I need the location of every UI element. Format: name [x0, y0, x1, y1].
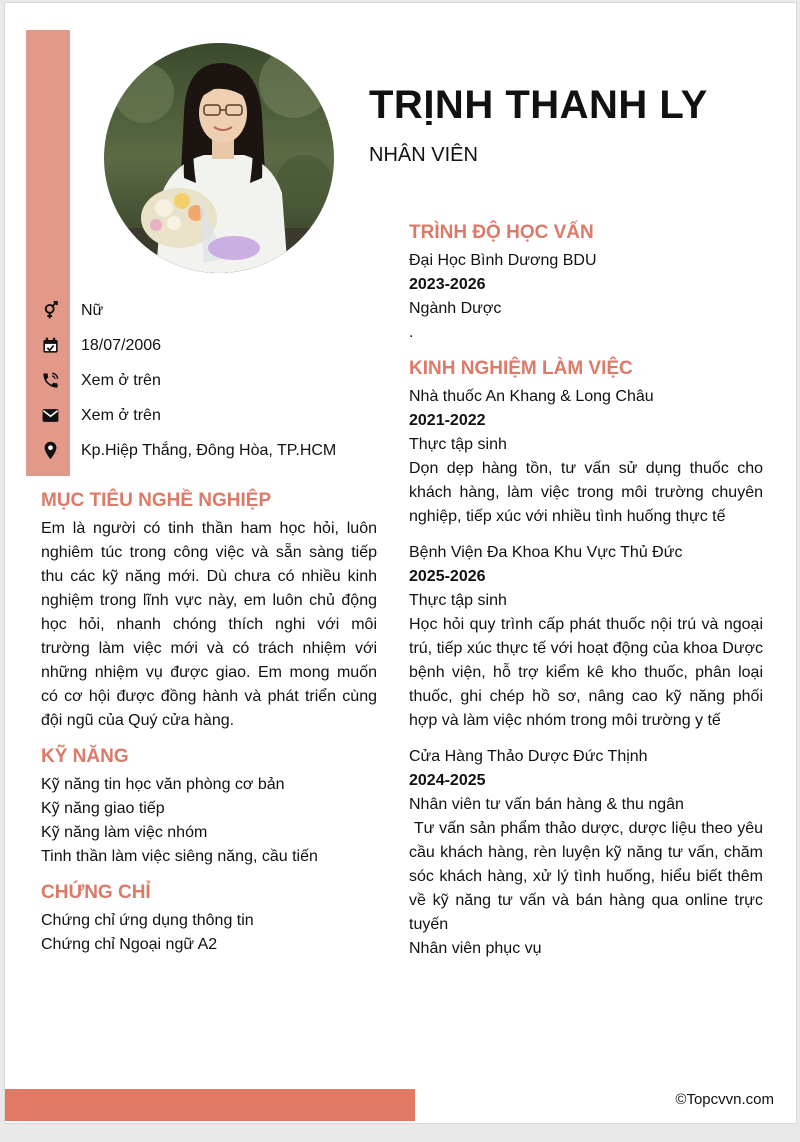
calendar-icon [39, 336, 81, 356]
experience-item [409, 385, 763, 529]
job-company: Cửa Hàng Thảo Dược Đức Thịnh [409, 748, 648, 765]
certificate-item: Chứng chỉ ứng dụng thông tin [41, 912, 254, 929]
education-section [409, 221, 763, 345]
contact-email-value: Xem ở trên [81, 406, 161, 424]
certificates-title: CHỨNG CHỈ [41, 882, 151, 903]
job-extra-role: Nhân viên phục vụ [409, 940, 542, 957]
job-description: Tư vấn sản phẩm thảo dược, dược liệu theo yêu cầu khách hàng, rèn luyện kỹ năng tư vấn, chăm sóc khách hàng, xử lý tình huống, hiểu biết thêm về kỹ năng tư vấn và bán hàng qua online trực tuyến [409, 820, 768, 933]
skill-item: Kỹ năng giao tiếp [41, 800, 165, 817]
contact-phone-value: Xem ở trên [81, 371, 161, 389]
right-column [409, 221, 768, 973]
job-years: 2024-2025 [409, 772, 486, 789]
education-school: Đại Học Bình Dương BDU [409, 252, 597, 269]
certificate-item: Chứng chỉ Ngoại ngữ A2 [41, 936, 218, 953]
phone-icon [39, 371, 81, 391]
job-role: Thực tập sinh [409, 592, 507, 609]
left-column [41, 489, 377, 969]
experience-item [409, 541, 763, 733]
job-years: 2021-2022 [409, 412, 486, 429]
job-description: Dọn dẹp hàng tồn, tư vấn sử dụng thuốc cho khách hàng, làm việc trong môi trường chuyên nghiệp, tiếp xúc với nhiều tình huống thực tế [409, 460, 763, 525]
skill-item: Tinh thần làm việc siêng năng, cầu tiến [41, 848, 318, 865]
avatar [104, 43, 334, 273]
contact-birthday-value: 18/07/2006 [81, 336, 162, 354]
objective-title: MỤC TIÊU NGHỀ NGHIỆP [41, 490, 272, 511]
job-company: Bệnh Viện Đa Khoa Khu Vực Thủ Đức [409, 544, 683, 561]
contact-address-value: Kp.Hiệp Thắng, Đông Hòa, TP.HCM [81, 441, 337, 459]
experience-item [409, 745, 768, 961]
contact-birthday [39, 328, 379, 363]
candidate-job-title: NHÂN VIÊN [369, 144, 478, 166]
education-title: TRÌNH ĐỘ HỌC VẤN [409, 222, 594, 243]
bottom-accent-bar [5, 1089, 415, 1121]
contact-gender [39, 293, 379, 328]
skills-section [41, 745, 377, 869]
contact-phone [39, 363, 379, 398]
resume-page [4, 2, 797, 1124]
contact-gender-value: Nữ [81, 301, 104, 319]
objective-section [41, 489, 377, 733]
experience-title: KINH NGHIỆM LÀM VIỆC [409, 358, 633, 379]
certificates-section [41, 881, 377, 957]
job-years: 2025-2026 [409, 568, 486, 585]
skill-item: Kỹ năng tin học văn phòng cơ bản [41, 776, 285, 793]
skill-item: Kỹ năng làm việc nhóm [41, 824, 208, 841]
experience-section [409, 357, 768, 961]
avatar-photo [104, 43, 334, 273]
education-years: 2023-2026 [409, 276, 486, 293]
education-major: Ngành Dược [409, 300, 502, 317]
job-company: Nhà thuốc An Khang & Long Châu [409, 388, 654, 405]
job-role: Thực tập sinh [409, 436, 507, 453]
footer-watermark: ©Topcvvn.com [675, 1091, 774, 1108]
candidate-name: TRỊNH THANH LY [369, 83, 708, 127]
job-description: Học hỏi quy trình cấp phát thuốc nội trú và ngoại trú, tiếp xúc thực tế với hoạt động của khoa Dược bệnh viện, hỗ trợ kiểm kê kho thuốc, phân loại thuốc, ghi chép hồ sơ, nâng cao kỹ năng phối hợp và làm việc nhóm trong môi trường y tế [409, 616, 763, 729]
contact-list [39, 293, 379, 468]
email-icon [39, 406, 81, 426]
skills-title: KỸ NĂNG [41, 746, 129, 767]
location-icon [39, 441, 81, 461]
job-role: Nhân viên tư vấn bán hàng & thu ngân [409, 796, 684, 813]
gender-icon [39, 301, 81, 321]
contact-address [39, 433, 379, 468]
education-note: . [409, 324, 414, 341]
contact-email [39, 398, 379, 433]
objective-text: Em là người có tinh thần ham học hỏi, luôn nghiêm túc trong công việc và sẵn sàng tiếp thu các kỹ năng mới. Dù chưa có nhiều kinh nghiệm trong lĩnh vực này, em luôn chủ động học hỏi, nhanh chóng thích nghi với môi trường làm việc mới và có trách nhiệm với những nhiệm vụ được giao. Em mong muốn có cơ hội được đồng hành và phát triển cùng đội ngũ của Quý cửa hàng. [41, 520, 377, 729]
